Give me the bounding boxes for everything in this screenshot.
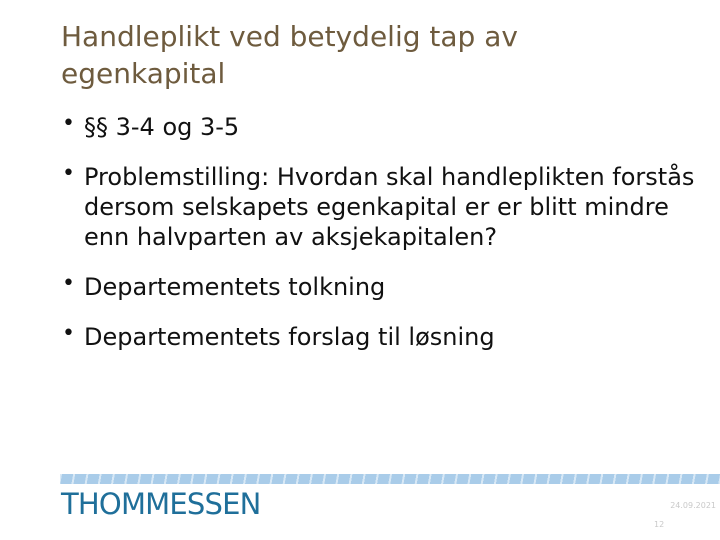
bullet-glyph: •: [62, 111, 75, 136]
bullet-list: [62, 112, 712, 352]
bullet-text: Departementets tolkning: [84, 273, 386, 301]
slide-title: Handleplikt ved betydelig tap av egenkapital: [61, 20, 518, 90]
bullet-item: [62, 112, 712, 142]
bullet-text: Departementets forslag til løsning: [84, 323, 495, 351]
thommessen-logo: THOMMESSEN: [61, 487, 261, 521]
footer-date: 24.09.2021: [670, 501, 716, 510]
bullet-text: §§ 3-4 og 3-5: [84, 113, 240, 141]
bullet-glyph: •: [62, 161, 75, 186]
bullet-item: [62, 272, 712, 302]
bullet-item: [62, 162, 712, 252]
bullet-text: Problemstilling: Hvordan skal handleplikten forstås dersom selskapets egenkapital er er blitt mindre enn halvparten av aksjekapitalen?: [84, 163, 695, 251]
bullet-item: [62, 322, 712, 352]
bullet-glyph: •: [62, 271, 75, 296]
bullet-glyph: •: [62, 321, 75, 346]
footer-divider-stripe: [60, 474, 720, 484]
page-number: 12: [654, 520, 665, 529]
